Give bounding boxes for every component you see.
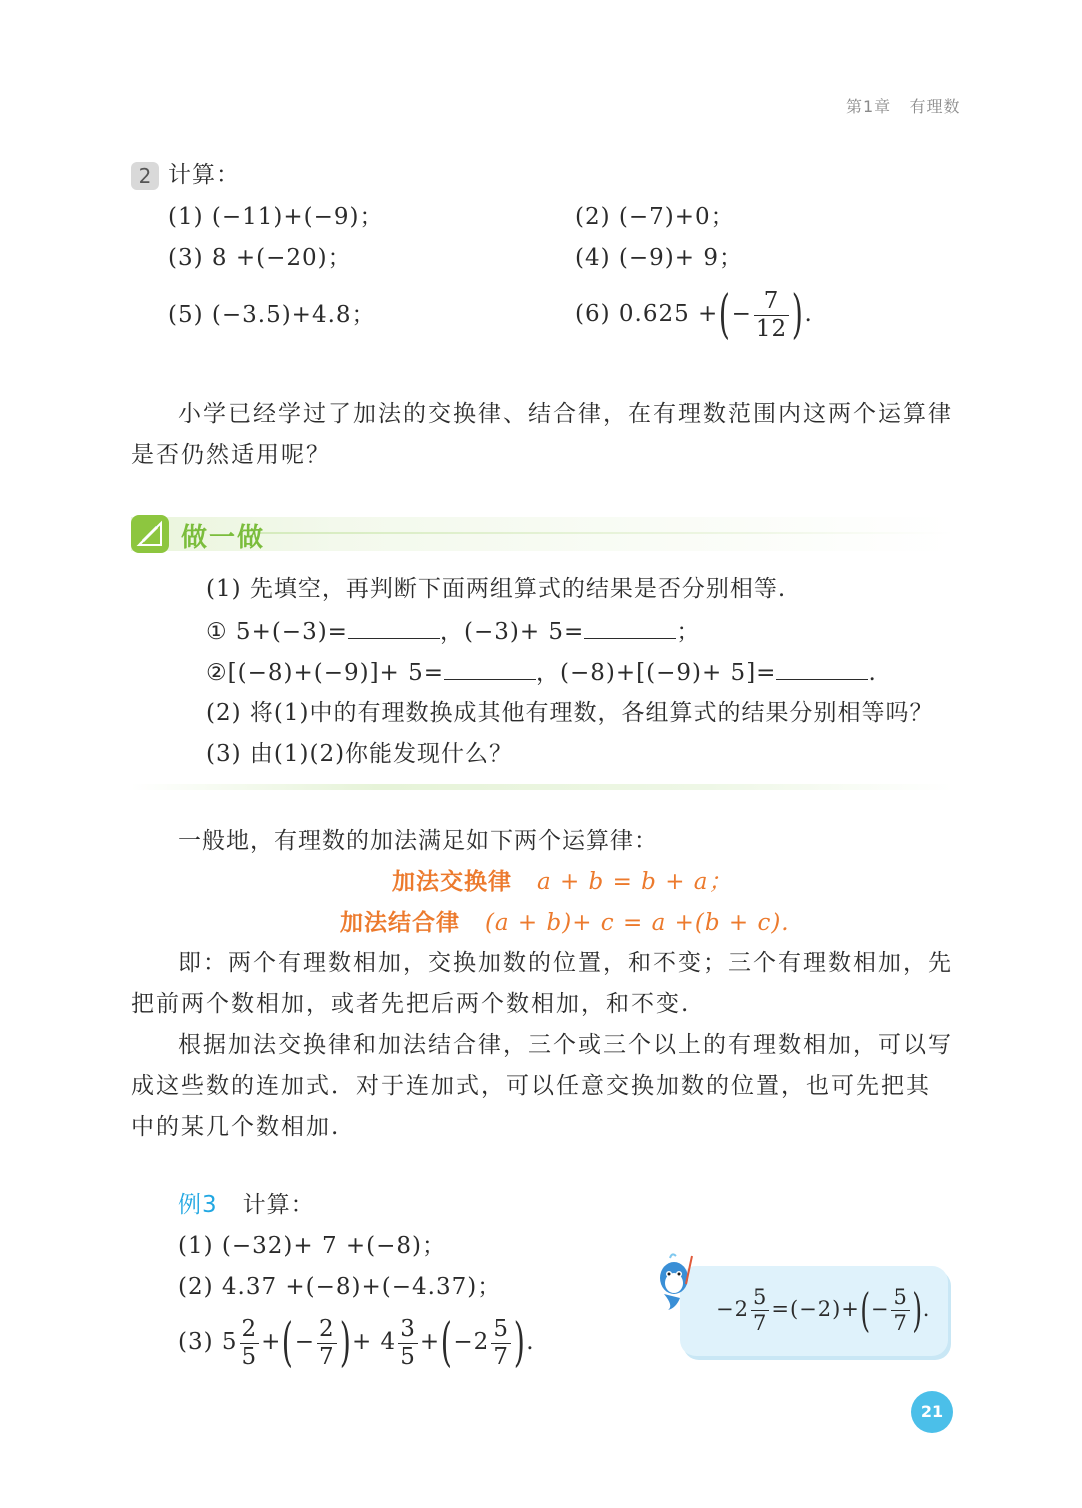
row1-expr-a: ① 5+(−3)= [206, 619, 348, 645]
fill-blank [444, 659, 536, 680]
right-paren: ) [912, 1283, 923, 1337]
pencil-ruler-icon [131, 515, 169, 553]
fraction [491, 1315, 511, 1370]
example-heading [178, 1192, 315, 1220]
activity-q3: (3) 由(1)(2)你能发现什么？ [206, 741, 514, 767]
exercise-item-6 [575, 286, 813, 344]
example-title: 计算： [242, 1192, 315, 1218]
minus-term: −2 [453, 1329, 490, 1356]
chapter-title: 有理数 [909, 97, 961, 116]
fraction [891, 1284, 909, 1335]
running-header [846, 94, 960, 117]
plus-sign: + [419, 1329, 441, 1356]
minus-sign: − [870, 1297, 890, 1322]
numerator: 3 [400, 1315, 416, 1342]
associative-law [340, 910, 790, 938]
fraction [317, 1315, 337, 1370]
commutative-law-name: 加法交换律 [392, 869, 512, 895]
plus-sign: + [261, 1329, 282, 1356]
activity-title: 做一做 [181, 523, 266, 553]
row2-expr-a: ②[(−8)+(−9)]+ 5= [206, 660, 445, 686]
associative-law-name: 加法结合律 [340, 910, 460, 936]
denominator: 7 [752, 1310, 768, 1335]
associative-law-formula: (a + b)+ c = a +(b + c). [484, 910, 790, 936]
laws-explanation: 即：两个有理数相加，交换加数的位置，和不变；三个有理数相加，先把前两个数相加，或者先把后两个数相加，和不变. [131, 950, 953, 1017]
left-paren: ( [440, 1313, 453, 1373]
item6-suffix: . [804, 301, 813, 328]
activity-row2 [206, 659, 877, 688]
exercise-item-2: (2) (−7)+0； [575, 204, 735, 230]
row2-expr-b: (−8)+[(−9)+ 5]= [560, 660, 777, 686]
example-item-3 [178, 1313, 535, 1373]
exercise-item-5: (5) (−3.5)+4.8； [168, 302, 376, 328]
denominator: 7 [893, 1310, 908, 1335]
chapter-label: 第1章 [846, 97, 892, 116]
right-paren: ) [791, 285, 804, 345]
plus-term: + 4 [351, 1329, 397, 1356]
denominator: 5 [400, 1343, 416, 1370]
minus-sign: − [294, 1329, 316, 1356]
commutative-law-formula: a + b = b + a； [536, 869, 733, 895]
item3-prefix: (3) 5 [178, 1329, 238, 1356]
example-label: 例3 [178, 1192, 218, 1218]
hint-end: . [922, 1297, 931, 1322]
hint-formula [716, 1283, 930, 1337]
hint-left: −2 [716, 1297, 749, 1322]
hint-mid: =(−2)+ [771, 1297, 860, 1322]
numerator: 2 [241, 1315, 258, 1342]
page-number: 21 [911, 1391, 953, 1433]
denominator: 12 [755, 315, 788, 342]
activity-row1 [206, 618, 700, 647]
fill-blank [584, 618, 676, 639]
intro-paragraph: 小学已经学过了加法的交换律、结合律，在有理数范围内这两个运算律是否仍然适用呢？ [131, 401, 953, 468]
activity-bottom-rule [131, 784, 953, 790]
row1-sep: ， [439, 619, 464, 645]
exercise-number-badge: 2 [131, 162, 159, 190]
item6-sign: − [731, 301, 752, 328]
activity-header-line [260, 532, 953, 534]
numerator: 5 [752, 1284, 768, 1309]
right-paren: ) [339, 1313, 352, 1373]
fraction [398, 1315, 418, 1370]
denominator: 7 [319, 1343, 335, 1370]
activity-q2: (2) 将(1)中的有理数换成其他有理数，各组算式的结果分别相等吗？ [206, 700, 934, 726]
exercise-label: 计算： [168, 162, 240, 188]
fraction [754, 287, 789, 342]
numerator: 5 [493, 1315, 509, 1342]
exercise-item-3: (3) 8 +(−20)； [168, 245, 352, 271]
row2-sep: ， [536, 660, 561, 686]
dolphin-mascot-icon [652, 1250, 702, 1312]
fraction [240, 1315, 260, 1370]
denominator: 7 [493, 1343, 509, 1370]
fill-blank [348, 618, 440, 639]
exercise-item-4: (4) (−9)+ 9； [575, 245, 743, 271]
laws-paragraph-2: 根据加法交换律和加法结合律，三个或三个以上的有理数相加，可以写成这些数的连加式．对于连加式，可以任意交换加数的位置，也可先把其中的某几个数相加. [131, 1032, 953, 1140]
left-paren: ( [282, 1313, 294, 1373]
exercise-item-1: (1) (−11)+(−9)； [168, 204, 384, 230]
numerator: 5 [893, 1284, 908, 1309]
numerator: 2 [319, 1315, 335, 1342]
numerator: 7 [754, 290, 789, 316]
example-item-1: (1) (−32)+ 7 +(−8)； [178, 1233, 447, 1259]
denominator: 5 [241, 1343, 258, 1370]
activity-q1: (1) 先填空，再判断下面两组算式的结果是否分别相等. [206, 576, 787, 602]
right-paren: ) [513, 1313, 526, 1373]
row2-end: . [868, 660, 877, 686]
commutative-law [392, 869, 733, 897]
laws-intro: 一般地，有理数的加法满足如下两个运算律： [178, 828, 658, 854]
fill-blank [776, 659, 868, 680]
fraction [751, 1284, 769, 1335]
left-paren: ( [719, 285, 731, 345]
row1-end: ； [676, 619, 701, 645]
row1-expr-b: (−3)+ 5= [463, 619, 585, 645]
item6-prefix: (6) 0.625 + [575, 301, 719, 328]
example-item-2: (2) 4.37 +(−8)+(−4.37)； [178, 1274, 502, 1300]
left-paren: ( [860, 1283, 871, 1337]
item3-end: . [526, 1329, 535, 1356]
